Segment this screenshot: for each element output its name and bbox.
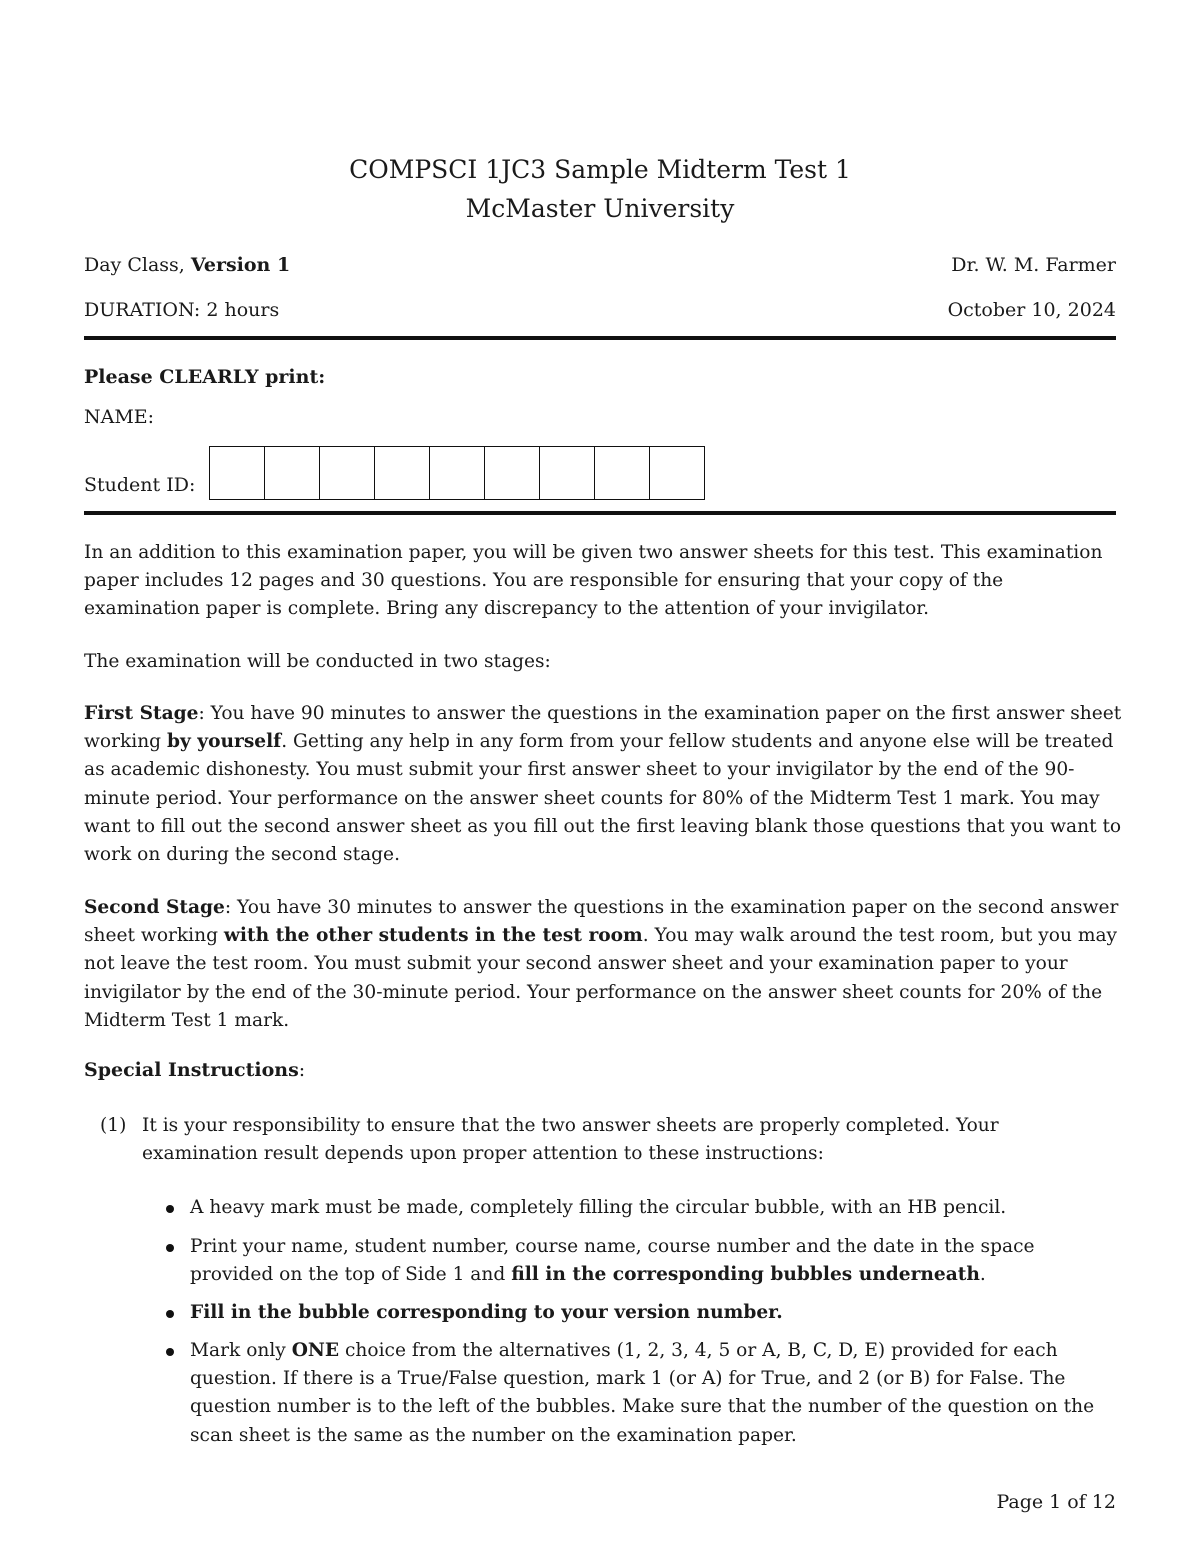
- bullet-2-emphasis: fill in the corresponding bubbles underneath: [511, 1264, 980, 1286]
- divider-top: [84, 336, 1116, 340]
- first-stage-emphasis: by yourself: [167, 731, 282, 753]
- student-id-box[interactable]: [485, 447, 540, 499]
- item-text: It is your responsibility to ensure that the two answer sheets are properly completed. Your examination result depends upon proper attention to these instructions:: [142, 1115, 999, 1165]
- bullet-dot-icon: [166, 1348, 174, 1356]
- bullet-2-text-2: .: [979, 1264, 986, 1286]
- duration-label: DURATION: 2 hours: [84, 299, 280, 321]
- bullet-4-emphasis: ONE: [291, 1340, 340, 1361]
- bullet-dot-icon: [166, 1244, 174, 1252]
- intro-paragraph: In an addition to this examination paper, you will be given two answer sheets for this test. This examination paper includes 12 pages and 30 questions. You are responsible for ensuring that your copy of the examination paper is complete. Bring any discrepancy to the attention of your invigilator.: [84, 542, 1103, 620]
- student-id-box[interactable]: [650, 447, 704, 499]
- first-stage-paragraph: [84, 700, 1124, 869]
- bullet-dot-icon: [166, 1310, 174, 1318]
- name-label: NAME:: [84, 406, 155, 428]
- second-stage-text-1: : You have 30 minutes to answer the questions in the examination paper on the second answer sheet working: [84, 897, 1119, 947]
- divider-bottom: [84, 511, 1116, 515]
- second-stage-emphasis: with the other students in the test room: [223, 925, 643, 947]
- class-version: [84, 253, 290, 277]
- class-label: Day Class,: [84, 254, 191, 276]
- special-instructions-heading: [84, 1059, 305, 1081]
- second-stage-paragraph: [84, 894, 1124, 1035]
- student-id-box[interactable]: [430, 447, 485, 499]
- bullet-text: Fill in the bubble corresponding to your version number.: [190, 1302, 783, 1323]
- student-id-box[interactable]: [210, 447, 265, 499]
- stages-intro: The examination will be conducted in two stages:: [84, 651, 551, 672]
- student-id-label: Student ID:: [84, 474, 196, 496]
- student-id-box[interactable]: [595, 447, 650, 499]
- special-heading-text: Special Instructions: [84, 1059, 299, 1081]
- student-id-box[interactable]: [375, 447, 430, 499]
- student-id-boxes[interactable]: [209, 446, 705, 500]
- first-stage-text-2: . Getting any help in any form from your fellow students and anyone else will be treated as academic dishonesty. You must submit your first answer sheet to your invigilator by the end of the 90-minute period. Your performance on the answer sheet counts for 80% of the Midterm Test 1 mark. You may want to fill out the second answer sheet as you fill out the first leaving blank those questions that you want to work on during the second stage.: [84, 731, 1122, 866]
- first-stage-text-1: : You have 90 minutes to answer the questions in the examination paper on the first answer sheet working: [84, 703, 1122, 753]
- bullet-4-text-1: Mark only: [190, 1340, 292, 1361]
- page-number: Page 1 of 12: [996, 1491, 1116, 1513]
- bullet-2-text-1: Print your name, student number, course name, course number and the date in the space provided on the top of Side 1 and: [190, 1236, 1035, 1286]
- item-number: (1): [100, 1115, 127, 1136]
- bullet-text: [190, 1337, 1120, 1450]
- student-id-box[interactable]: [320, 447, 375, 499]
- version-label: Version 1: [190, 254, 291, 276]
- first-stage-heading: First Stage: [84, 703, 199, 724]
- special-heading-colon: :: [298, 1059, 306, 1081]
- bullet-4-text-2: choice from the alternatives (1, 2, 3, 4, 5 or A, B, C, D, E) provided for each question. If there is a True/False question, mark 1 (or A) for True, and 2 (or B) for False. The question number is to the left of the bubbles. Make sure that the number of the question on the scan sheet is the same as the number on the examination paper.: [190, 1340, 1095, 1446]
- bullet-dot-icon: [166, 1205, 174, 1213]
- exam-date: October 10, 2024: [947, 299, 1116, 321]
- print-heading: Please CLEARLY print:: [84, 366, 326, 388]
- student-id-box[interactable]: [540, 447, 595, 499]
- bullet-text: A heavy mark must be made, completely filling the circular bubble, with an HB pencil.: [190, 1197, 1007, 1218]
- institution-name: McMaster University: [465, 194, 735, 223]
- second-stage-text-2: . You may walk around the test room, but you may not leave the test room. You must submit your second answer sheet and your examination paper to your invigilator by the end of the 30-minute period. Your performance on the answer sheet counts for 20% of the Midterm Test 1 mark.: [84, 925, 1118, 1031]
- bullet-text: [190, 1233, 1120, 1289]
- second-stage-heading: Second Stage: [84, 897, 225, 918]
- instructor-name: Dr. W. M. Farmer: [951, 254, 1116, 276]
- student-id-box[interactable]: [265, 447, 320, 499]
- exam-title: COMPSCI 1JC3 Sample Midterm Test 1: [349, 155, 851, 184]
